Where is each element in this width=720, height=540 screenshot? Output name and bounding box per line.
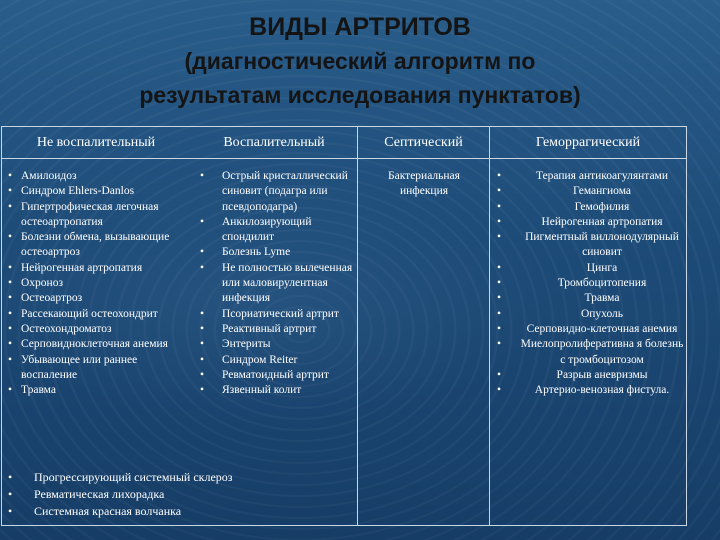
list-item: • Травма <box>6 383 188 398</box>
list-item: • Гемангиома <box>494 184 684 199</box>
list-item: • Охроноз <box>6 276 188 291</box>
list-item: • Серповидноклеточная анемия <box>6 337 188 352</box>
list-item: • Остеохондроматоз <box>6 322 188 337</box>
list-item: • Амилоидоз <box>6 169 188 184</box>
list-item: • Острый кристаллический синовит (подагра или псевдоподагра) <box>196 169 354 215</box>
list-item: • Тромбоцитопения <box>494 276 684 291</box>
list-item: • Опухоль <box>494 307 684 322</box>
list-item: • Остеоартроз <box>6 291 188 306</box>
list-item: • Нейрогенная артропатия <box>6 261 188 276</box>
list-item: • Ревматическая лихорадка <box>6 486 346 503</box>
list-item: • Нейрогенная артропатия <box>494 215 684 230</box>
list-item: • Цинга <box>494 261 684 276</box>
list-item: • Гипертрофическая легочная остеоартропатия <box>6 200 188 231</box>
list-item: • Реактивный артрит <box>196 322 354 337</box>
list-item: • Гемофилия <box>494 200 684 215</box>
list-item: • Болезнь Lyme <box>196 245 354 260</box>
column-divider <box>357 127 358 525</box>
list-item: • Болезни обмена, вызывающие остеоартроз <box>6 230 188 261</box>
list-item: • Серповидно-клеточная анемия <box>494 322 684 337</box>
header-septic: Септический <box>384 135 463 150</box>
list-item: • Системная красная волчанка <box>6 503 346 520</box>
list-item: • Анкилозирующий спондилит <box>196 215 354 246</box>
list-item: • Артерио-венозная фистула. <box>494 383 684 398</box>
list-item: • Прогрессирующий системный склероз <box>6 469 346 486</box>
list-item: • Синдром Reiter <box>196 353 354 368</box>
list-item: • Язвенный колит <box>196 383 354 398</box>
title-line-1: ВИДЫ АРТРИТОВ <box>249 13 471 41</box>
non-inflammatory-list <box>6 169 188 398</box>
list-item: • Терапия антикоагулянтами <box>494 169 684 184</box>
inflammatory-list <box>196 169 354 398</box>
list-item: • Ревматоидный артрит <box>196 368 354 383</box>
shared-list <box>6 469 346 520</box>
list-item: • Убывающее или раннее воспаление <box>6 353 188 384</box>
list-item: • Псориатический артрит <box>196 307 354 322</box>
list-item: • Синдром Ehlers-Danlos <box>6 184 188 199</box>
list-item: • Миелопролиферативна я болезнь с тромбоцитозом <box>494 337 684 368</box>
list-item: • Пигментный виллонодулярный синовит <box>494 230 684 261</box>
septic-cell: Бактериальная инфекция <box>388 170 460 198</box>
arthritis-table <box>1 126 687 526</box>
list-item: • Рассекающий остеохондрит <box>6 307 188 322</box>
header-inflammatory: Воспалительный <box>223 135 325 150</box>
slide-title <box>40 10 680 112</box>
list-item: • Не полностью вылеченная или маловирулентная инфекция <box>196 261 354 307</box>
list-item: • Разрыв аневризмы <box>494 368 684 383</box>
title-line-3: результатам исследования пунктатов) <box>139 82 581 108</box>
column-divider <box>489 127 490 525</box>
header-hemorrhagic: Геморрагический <box>535 135 641 150</box>
hemorrhagic-list <box>494 169 684 398</box>
header-non-inflammatory: Не воспалительный <box>36 135 156 150</box>
title-line-2: (диагностический алгоритм по <box>184 48 536 74</box>
list-item: • Травма <box>494 291 684 306</box>
list-item: • Энтериты <box>196 337 354 352</box>
table-header-row <box>2 127 686 159</box>
